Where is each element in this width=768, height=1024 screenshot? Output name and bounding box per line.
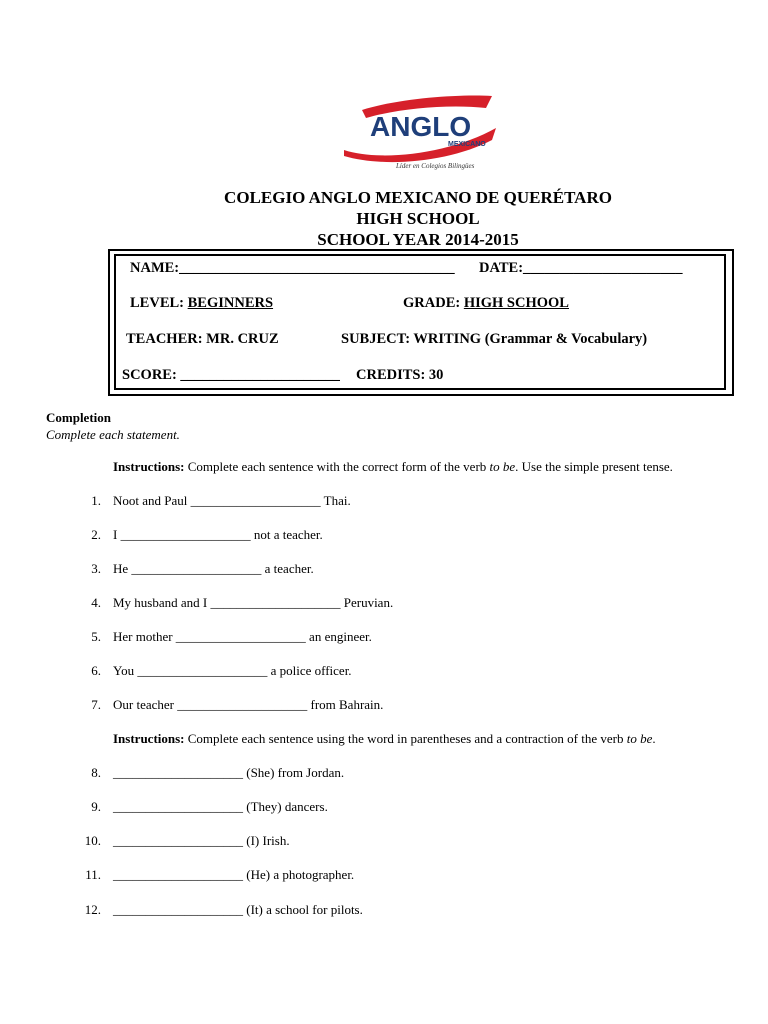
grade-value: HIGH SCHOOL (463, 295, 569, 311)
instructions-2: Instructions: Complete each sentence using the word in parentheses and a contraction of the verb to be. (113, 731, 656, 746)
grade-field (403, 295, 569, 312)
question-number: 6. (91, 663, 101, 678)
question-number: 8. (91, 765, 101, 780)
level-label: LEVEL: (130, 295, 188, 311)
question-number: 1. (91, 493, 101, 508)
question-number: 12. (84, 902, 101, 917)
logo-tagline: Líder en Colegios Bilingües (396, 162, 475, 170)
question-text[interactable]: ____________________ (She) from Jordan. (113, 765, 345, 780)
question-text[interactable]: Our teacher ____________________ from Bahrain. (113, 697, 384, 712)
question-text[interactable]: You ____________________ a police officer. (113, 663, 352, 678)
question-text[interactable]: ____________________ (They) dancers. (113, 799, 328, 814)
question-text[interactable]: ____________________ (It) a school for pilots. (113, 902, 363, 917)
question-number: 10. (84, 833, 101, 848)
question-text[interactable]: Her mother ____________________ an engineer. (113, 629, 372, 644)
question-text[interactable]: My husband and I ____________________ Peruvian. (113, 595, 394, 610)
question-number: 4. (91, 595, 101, 610)
instructions-label: Instructions: (113, 731, 185, 746)
section-subtitle: Complete each statement. (46, 427, 180, 442)
question-text[interactable]: He ____________________ a teacher. (113, 561, 314, 576)
grade-label: GRADE: (403, 295, 464, 311)
question-number: 9. (91, 799, 101, 814)
level-field (130, 295, 273, 312)
teacher-field: TEACHER: MR. CRUZ (126, 331, 279, 347)
score-field[interactable]: SCORE: ______________________ (122, 367, 340, 383)
name-field[interactable]: NAME:______________________________________ (130, 260, 455, 276)
school-year: SCHOOL YEAR 2014-2015 (317, 230, 519, 249)
section-title: Completion (46, 410, 111, 425)
question-number: 7. (91, 697, 101, 712)
subject-field: SUBJECT: WRITING (Grammar & Vocabulary) (341, 331, 648, 347)
anglo-mexicano-logo (340, 92, 498, 172)
level-value: BEGINNERS (187, 295, 274, 311)
question-text[interactable]: ____________________ (I) Irish. (113, 833, 290, 848)
instructions-label: Instructions: (113, 459, 185, 474)
question-number: 11. (85, 867, 101, 882)
instructions-1: Instructions: Complete each sentence with the correct form of the verb to be. Use the simple present tense. (113, 459, 673, 474)
question-text[interactable]: ____________________ (He) a photographer. (113, 867, 355, 882)
school-level: HIGH SCHOOL (356, 209, 480, 228)
question-text[interactable]: I ____________________ not a teacher. (113, 527, 323, 542)
logo-brand: ANGLO (370, 111, 472, 142)
school-name: COLEGIO ANGLO MEXICANO DE QUERÉTARO (224, 188, 612, 207)
question-number: 2. (91, 527, 101, 542)
question-number: 3. (91, 561, 101, 576)
date-field[interactable]: DATE:______________________ (479, 260, 683, 276)
logo-sub: MEXICANO (448, 141, 486, 148)
credits-field: CREDITS: 30 (356, 367, 444, 383)
question-text[interactable]: Noot and Paul ____________________ Thai. (113, 493, 351, 508)
question-number: 5. (91, 629, 101, 644)
